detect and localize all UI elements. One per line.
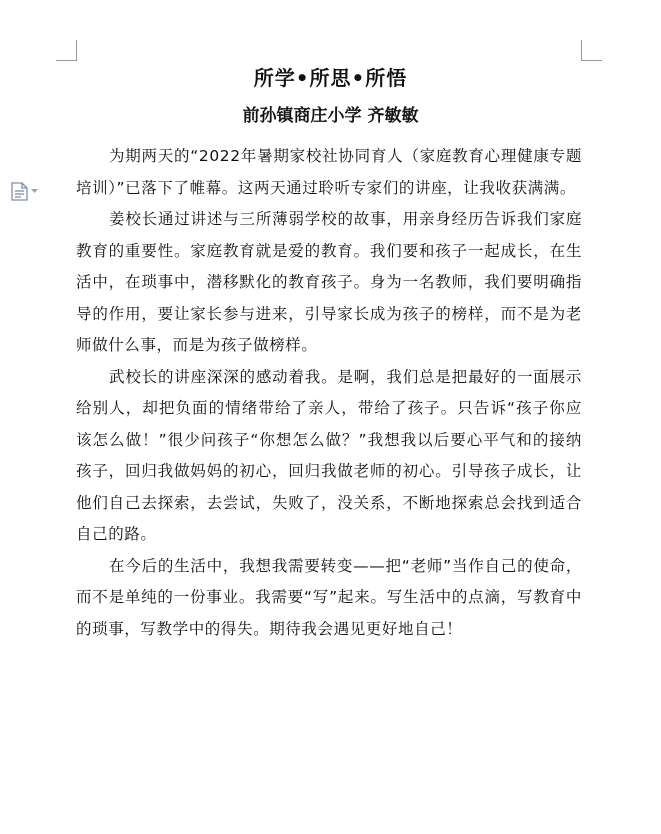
- top-left-crop-mark: [56, 40, 77, 61]
- document-title: 所学•所思•所悟: [253, 66, 408, 90]
- paragraph-3: 武校长的讲座深深的感动着我。是啊，我们总是把最好的一面展示给别人，却把负面的情绪带给了亲人，带给了孩子。只告诉“孩子你应该怎么做！”很少问孩子“你想怎么做？”我想我以后要心平气和的接纳孩子，回归我做妈妈的初心，回归我做老师的初心。引导孩子成长，让他们自己去探索，去尝试，失败了，没关系，不断地探索总会找到适合自己的路。: [76, 367, 582, 543]
- document-author-line: 前孙镇商庄小学 齐敏敏: [242, 106, 419, 126]
- paragraph-1: 为期两天的“2022年暑期家校社协同育人（家庭教育心理健康专题培训）”已落下了帷幕。这两天通过聆听专家们的讲座，让我收获满满。: [76, 147, 582, 197]
- paragraph-4: 在今后的生活中，我想我需要转变——把“老师”当作自己的使命，而不是单纯的一份事业。我需要“写”起来。写生活中的点滴，写教育中的琐事，写教学中的得失。期待我会遇见更好地自己！: [76, 556, 582, 638]
- document-body: [76, 141, 582, 645]
- caret-down-icon: [31, 189, 38, 194]
- document-options-icon: [11, 182, 28, 201]
- paragraph-options-button[interactable]: [11, 182, 38, 201]
- top-right-crop-mark: [581, 40, 602, 61]
- paragraph-2: 姜校长通过讲述与三所薄弱学校的故事，用亲身经历告诉我们家庭教育的重要性。家庭教育就是爱的教育。我们要和孩子一起成长，在生活中，在琐事中，潜移默化的教育孩子。身为一名教师，我们要明确指导的作用，要让家长参与进来，引导家长成为孩子的榜样，而不是为老师做什么事，而是为孩子做榜样。: [76, 210, 582, 354]
